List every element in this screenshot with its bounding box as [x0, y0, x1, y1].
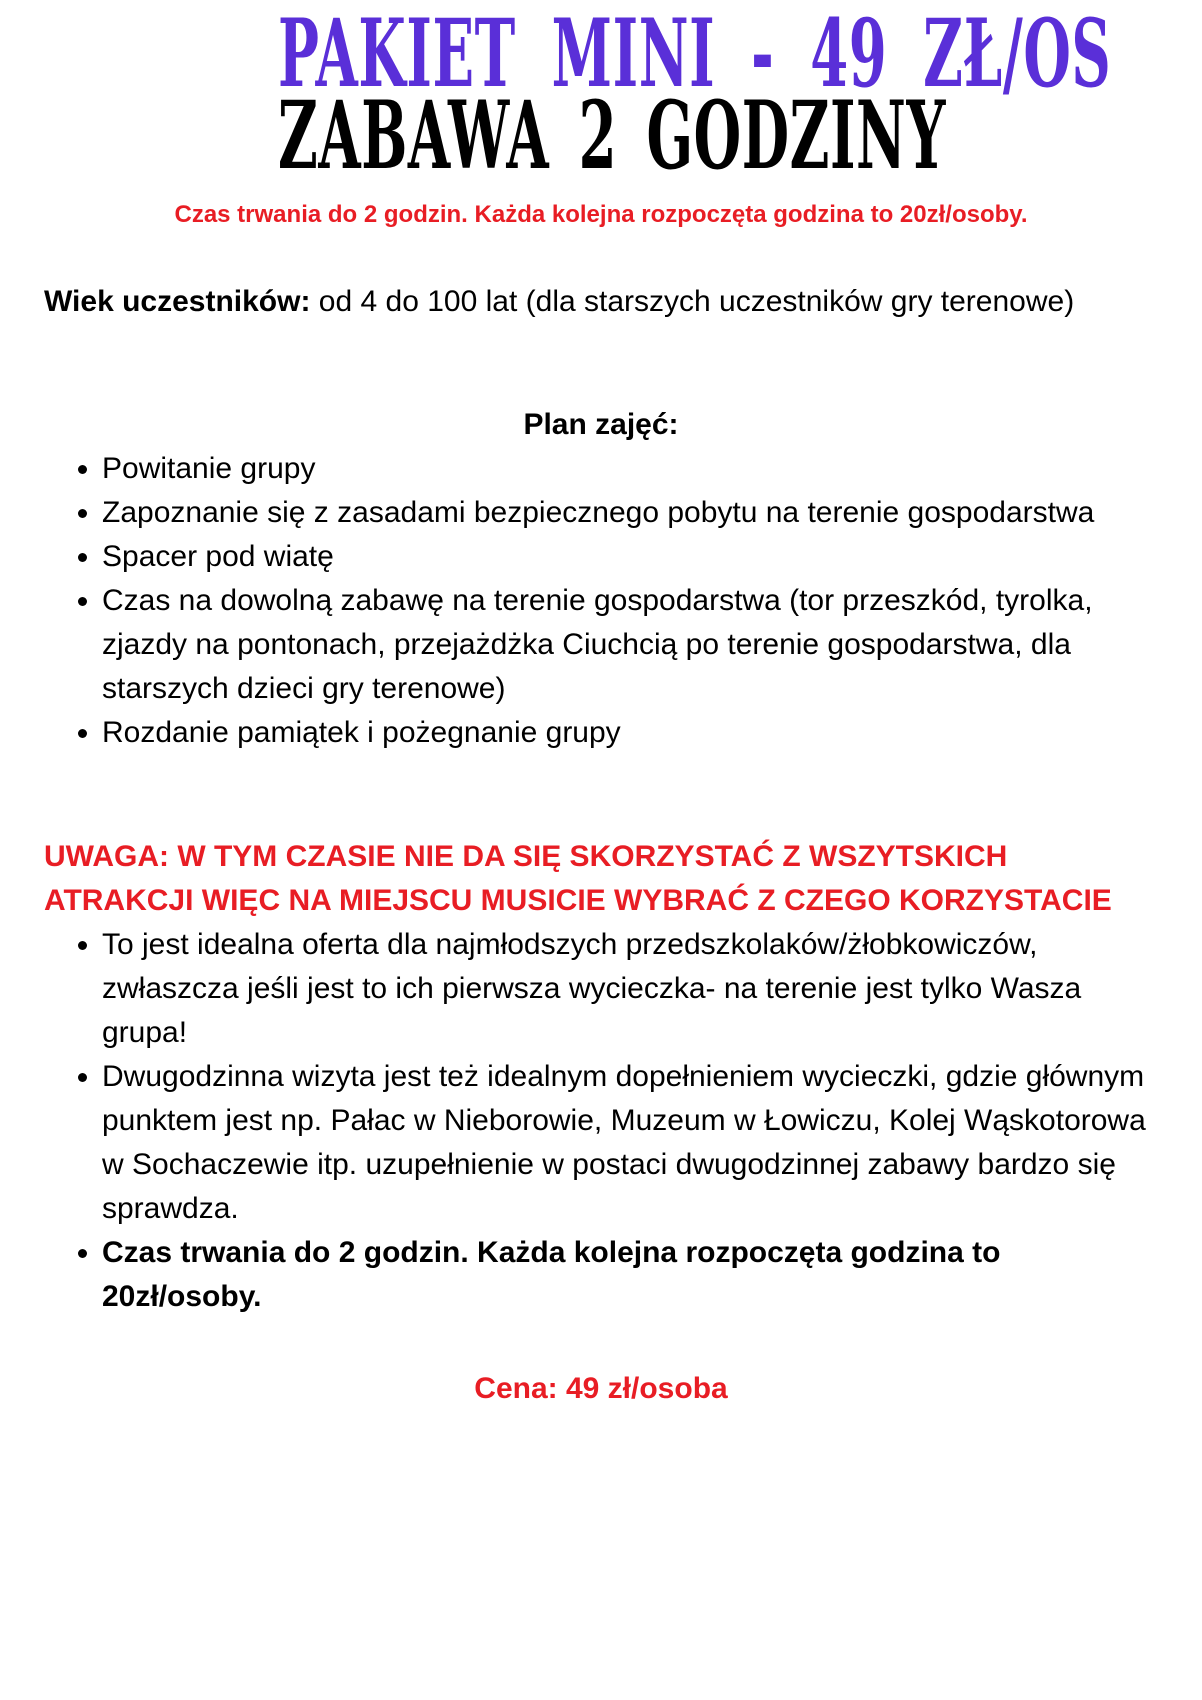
- plan-list-item: • Czas na dowolną zabawę na terenie gospodarstwa (tor przeszkód, tyrolka, zjazdy na pontonach, przejażdżka Ciuchcią po terenie gospodarstwa, dla starszych dzieci gry terenowe): [102, 579, 1158, 711]
- notes-list-item-bold: • Czas trwania do 2 godzin. Każda kolejna rozpoczęta godzina to 20zł/osoby.: [102, 1231, 1158, 1319]
- age-line: [44, 280, 1158, 324]
- warning-text: UWAGA: W TYM CZASIE NIE DA SIĘ SKORZYSTAĆ Z WSZYTSKICH ATRAKCJI WIĘC NA MIEJSCU MUSICIE WYBRAĆ Z CZEGO KORZYSTACIE: [44, 840, 1112, 917]
- plan-list: [44, 447, 1158, 755]
- plan-list-item: • Spacer pod wiatę: [102, 535, 1158, 579]
- plan-heading: Plan zajęć:: [523, 408, 679, 441]
- age-text: od 4 do 100 lat (dla starszych uczestników gry terenowe): [310, 285, 1075, 318]
- notes-list-item: • To jest idealna oferta dla najmłodszych przedszkolaków/żłobkowiczów, zwłaszcza jeśli jest to ich pierwsza wycieczka- na terenie jest tylko Wasza grupa!: [102, 923, 1158, 1055]
- price-line: Cena: 49 zł/osoba: [474, 1372, 728, 1405]
- plan-list-item: • Rozdanie pamiątek i pożegnanie grupy: [102, 711, 1158, 755]
- duration-note: Czas trwania do 2 godzin. Każda kolejna rozpoczęta godzina to 20zł/osoby.: [174, 201, 1028, 228]
- age-label: Wiek uczestników:: [44, 285, 311, 318]
- plan-list-item: • Zapoznanie się z zasadami bezpiecznego pobytu na terenie gospodarstwa: [102, 491, 1158, 535]
- page-title-package: PAKIET MINI - 49 ZŁ/OS: [277, 0, 1112, 109]
- page-title-duration: ZABAWA 2 GODZINY: [277, 81, 946, 191]
- plan-list-item: • Powitanie grupy: [102, 447, 1158, 491]
- notes-list: [44, 923, 1158, 1319]
- notes-list-item: • Dwugodzinna wizyta jest też idealnym dopełnieniem wycieczki, gdzie głównym punktem jest np. Pałac w Nieborowie, Muzeum w Łowiczu, Kolej Wąskotorowa w Sochaczewie itp. uzupełnienie w postaci dwugodzinnej zabawy bardzo się sprawdza.: [102, 1055, 1158, 1231]
